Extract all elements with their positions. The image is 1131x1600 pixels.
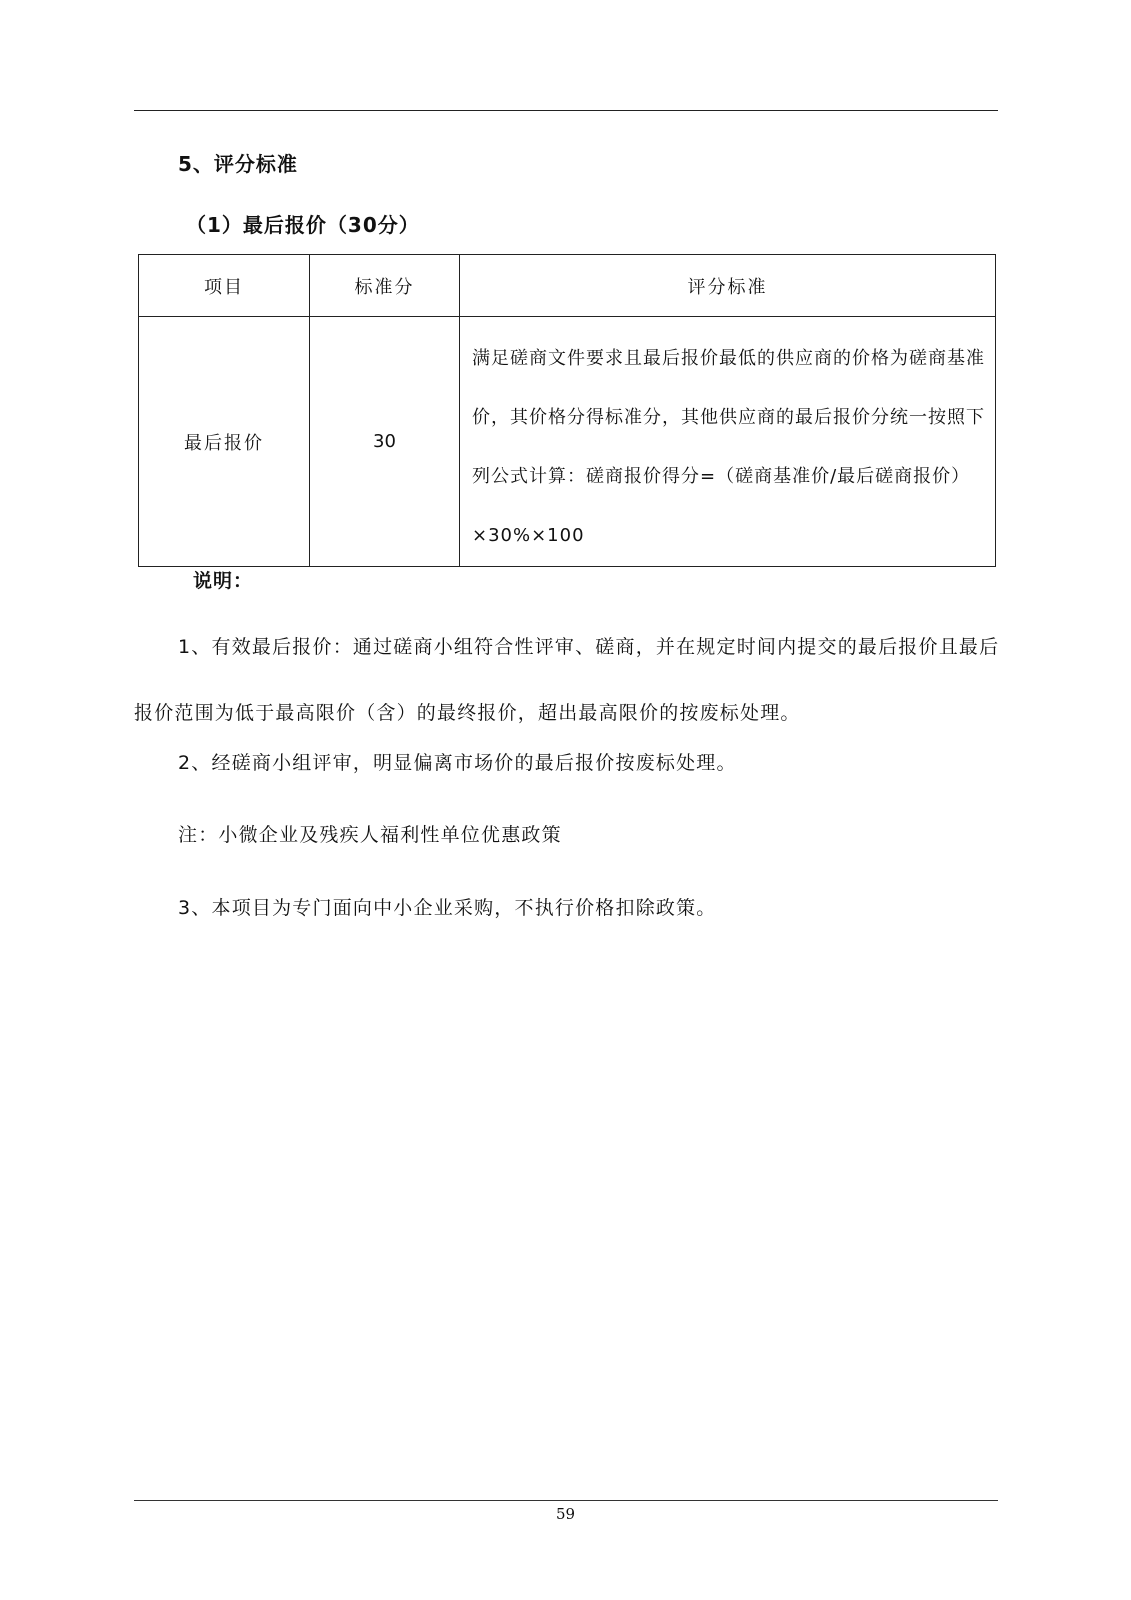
footer-rule xyxy=(134,1500,998,1501)
note-paragraph-3: 3、本项目为专门面向中小企业采购，不执行价格扣除政策。 xyxy=(178,897,717,919)
header-criteria: 评分标准 xyxy=(460,255,996,317)
note-paragraph-1: 1、有效最后报价：通过磋商小组符合性评审、磋商，并在规定时间内提交的最后报价且最后报价范围为低于最高限价（含）的最终报价，超出最高限价的按废标处理。 xyxy=(134,636,1000,724)
row-score: 30 xyxy=(310,317,460,567)
section-heading: 5、评分标准 xyxy=(178,152,298,176)
table-header-row xyxy=(139,255,996,317)
header-item: 项目 xyxy=(139,255,310,317)
subsection-heading: （1）最后报价（30分） xyxy=(186,213,420,237)
page-number: 59 xyxy=(555,1505,576,1523)
row-criteria: 满足磋商文件要求且最后报价最低的供应商的价格为磋商基准价，其价格分得标准分，其他供应商的最后报价分统一按照下列公式计算：磋商报价得分=（磋商基准价/最后磋商报价）×30%×100 xyxy=(460,317,996,567)
note-paragraph-2: 2、经磋商小组评审，明显偏离市场价的最后报价按废标处理。 xyxy=(178,752,737,774)
note-policy: 注：小微企业及残疾人福利性单位优惠政策 xyxy=(178,824,562,846)
table-row xyxy=(139,317,996,567)
scoring-table xyxy=(138,254,996,567)
header-rule xyxy=(134,110,998,111)
row-item: 最后报价 xyxy=(139,317,310,567)
header-standard-score: 标准分 xyxy=(310,255,460,317)
notes-title: 说明： xyxy=(193,570,254,592)
